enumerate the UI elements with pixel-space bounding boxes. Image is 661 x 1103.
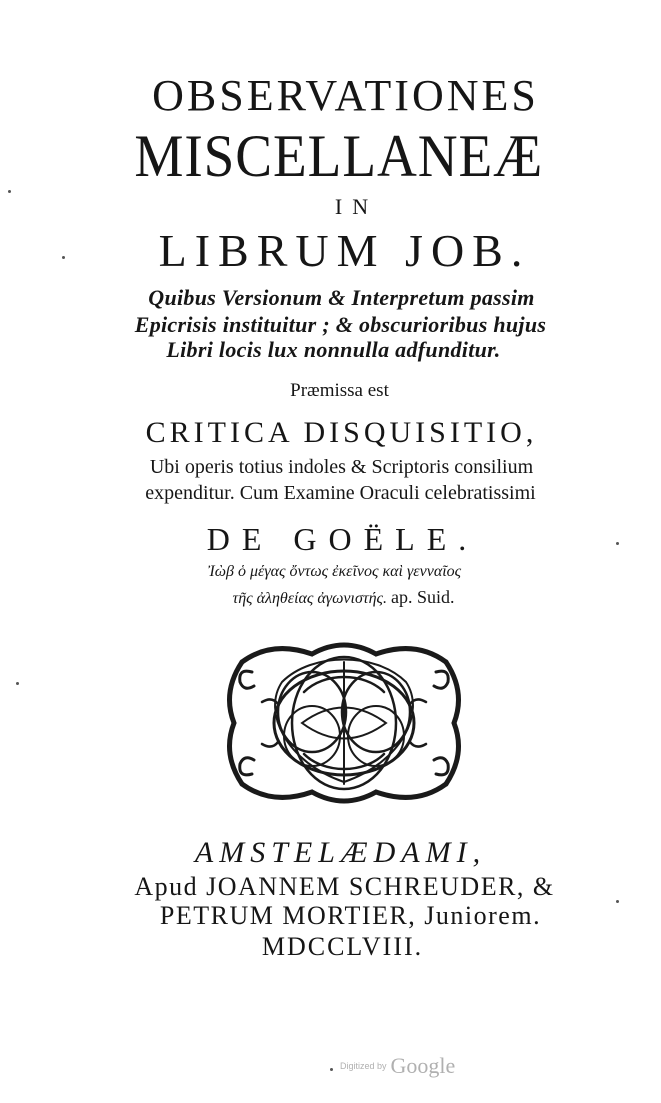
greek-quote-text: τῆς ἀληθείας ἀγωνιστής. xyxy=(232,590,387,607)
speck-decoration xyxy=(8,190,11,193)
title-line-miscellaneae: MISCELLANEÆ xyxy=(134,123,544,189)
subtitle-line-3: Libri locis lux nonnulla adfunditur. xyxy=(166,337,501,362)
imprint-publisher-line-2: PETRUM MORTIER, Juniorem. xyxy=(159,901,542,930)
watermark-small-text: Digitized by xyxy=(340,1061,387,1071)
imprint-publisher-line-1: Apud JOANNEM SCHREUDER, & xyxy=(134,872,555,901)
title-line-librum-job: LIBRUM JOB. xyxy=(158,225,531,276)
speck-decoration xyxy=(616,542,619,545)
imprint-year: MDCCLVIII. xyxy=(261,932,424,961)
de-goele-heading: DE GOËLE. xyxy=(206,521,479,557)
greek-quote-line-2 xyxy=(0,588,661,607)
digitized-watermark xyxy=(340,1053,455,1079)
speck-decoration xyxy=(616,900,619,903)
speck-decoration xyxy=(330,1068,333,1071)
praemissa-line: Præmissa est xyxy=(290,380,389,401)
greek-quote-citation: ap. Suid. xyxy=(391,587,455,607)
title-line-observationes: OBSERVATIONES xyxy=(152,71,539,120)
subtitle-line-2: Epicrisis instituitur ; & obscurioribus hujus xyxy=(134,312,547,337)
imprint-city: AMSTELÆDAMI, xyxy=(194,836,487,869)
description-line-2: expenditur. Cum Examine Oraculi celebratissimi xyxy=(145,482,536,504)
greek-quote-line-1: Ἰὼβ ὁ μέγας ὄντως ἐκεῖνος καὶ γενναῖος xyxy=(207,563,462,580)
watermark-google-text: Google xyxy=(390,1053,456,1078)
interlaced-monogram-ornament-icon xyxy=(212,632,476,814)
speck-decoration xyxy=(62,256,65,259)
subtitle-line-1: Quibus Versionum & Interpretum passim xyxy=(148,285,535,310)
speck-decoration xyxy=(16,682,19,685)
title-line-in: IN xyxy=(334,194,379,219)
description-line-1: Ubi operis totius indoles & Scriptoris consilium xyxy=(149,456,534,478)
critica-disquisitio-heading: CRITICA DISQUISITIO, xyxy=(145,416,538,449)
